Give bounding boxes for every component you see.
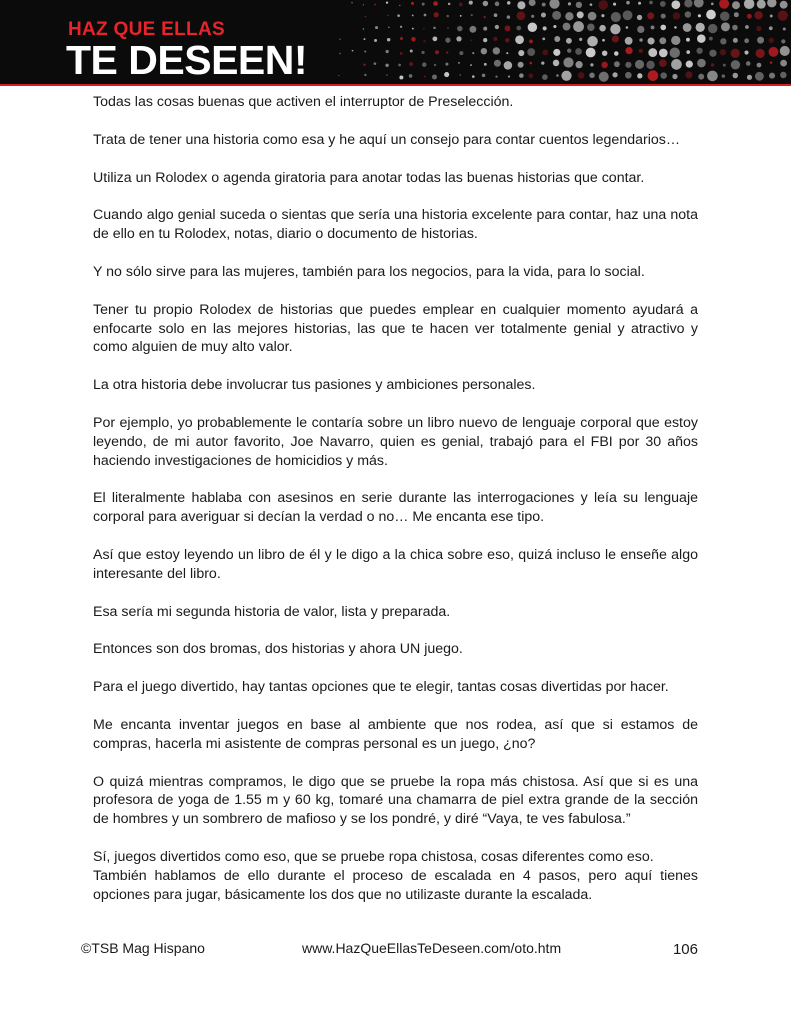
paragraph: Entonces son dos bromas, dos historias y ahora UN juego.: [93, 641, 463, 658]
footer-url: www.HazQueEllasTeDeseen.com/oto.htm: [302, 940, 562, 956]
paragraph: Esa sería mi segunda historia de valor, lista y preparada.: [93, 603, 451, 620]
paragraph: El literalmente hablaba con asesinos en serie durante las interrogaciones y leía su lenguaje corporal para averiguar si decían la verdad o no… Me encanta ese tipo.: [93, 490, 698, 526]
dot-pattern-decoration: [300, 0, 791, 86]
paragraph: Y no sólo sirve para las mujeres, también para los negocios, para la vida, para lo social.: [93, 263, 645, 280]
page-number: 106: [672, 941, 698, 958]
paragraph: Cuando algo genial suceda o sientas que sería una historia excelente para contar, haz una nota de ello en tu Rolodex, notas, diario o documento de historias.: [93, 207, 698, 243]
paragraph: O quizá mientras compramos, le digo que se pruebe la ropa más chistosa. Así que si es una profesora de yoga de 1.55 m y 60 kg, tomaré una chamarra de piel extra grande de la sección de hombres y un sombrero de mafioso y se los pondré, y diré “Vaya, te ves fabulosa.”: [93, 773, 698, 828]
page-footer: [81, 940, 698, 960]
logo-title: TE DESEEN!: [66, 37, 308, 83]
logo-tagline: HAZ QUE ELLAS: [68, 19, 225, 40]
paragraph: Me encanta inventar juegos en base al ambiente que nos rodea, así que si estamos de compras, hacerla mi asistente de compras personal es un juego, ¿no?: [93, 716, 698, 752]
paragraph: Trata de tener una historia como esa y he aquí un consejo para contar cuentos legendarios…: [93, 131, 681, 148]
footer-copyright: ©TSB Mag Hispano: [81, 940, 205, 956]
paragraph: También hablamos de ello durante el proceso de escalada en 4 pasos, pero aquí tienes opciones para jugar, básicamente los dos que no utilizaste durante la escalada.: [93, 867, 698, 903]
page-header: [0, 0, 791, 86]
paragraph: Tener tu propio Rolodex de historias que puedes emplear en cualquier momento ayudará a enfocarte solo en las mejores historias, las que te hacen ver totalmente genial y atractivo y como alguien de muy alto valor.: [93, 301, 698, 356]
paragraph: Utiliza un Rolodex o agenda giratoria para anotar todas las buenas historias que contar.: [93, 169, 645, 186]
header-accent-line: [0, 84, 791, 86]
paragraph: Por ejemplo, yo probablemente le contaría sobre un libro nuevo de lenguaje corporal que estoy leyendo, de mi autor favorito, Joe Navarro, quien es genial, trabajó para el FBI por 30 años haciendo investigaciones de homicidios y más.: [93, 414, 698, 469]
paragraph: Todas las cosas buenas que activen el interruptor de Preselección.: [93, 94, 514, 110]
paragraph: La otra historia debe involucrar tus pasiones y ambiciones personales.: [93, 377, 536, 394]
document-body: [93, 93, 698, 923]
paragraph: Para el juego divertido, hay tantas opciones que te elegir, tantas cosas divertidas por hacer.: [93, 679, 669, 696]
paragraph: Así que estoy leyendo un libro de él y le digo a la chica sobre eso, quizá incluso le enseñe algo interesante del libro.: [93, 546, 698, 582]
paragraph: Sí, juegos divertidos como eso, que se pruebe ropa chistosa, cosas diferentes como eso.: [93, 848, 654, 865]
